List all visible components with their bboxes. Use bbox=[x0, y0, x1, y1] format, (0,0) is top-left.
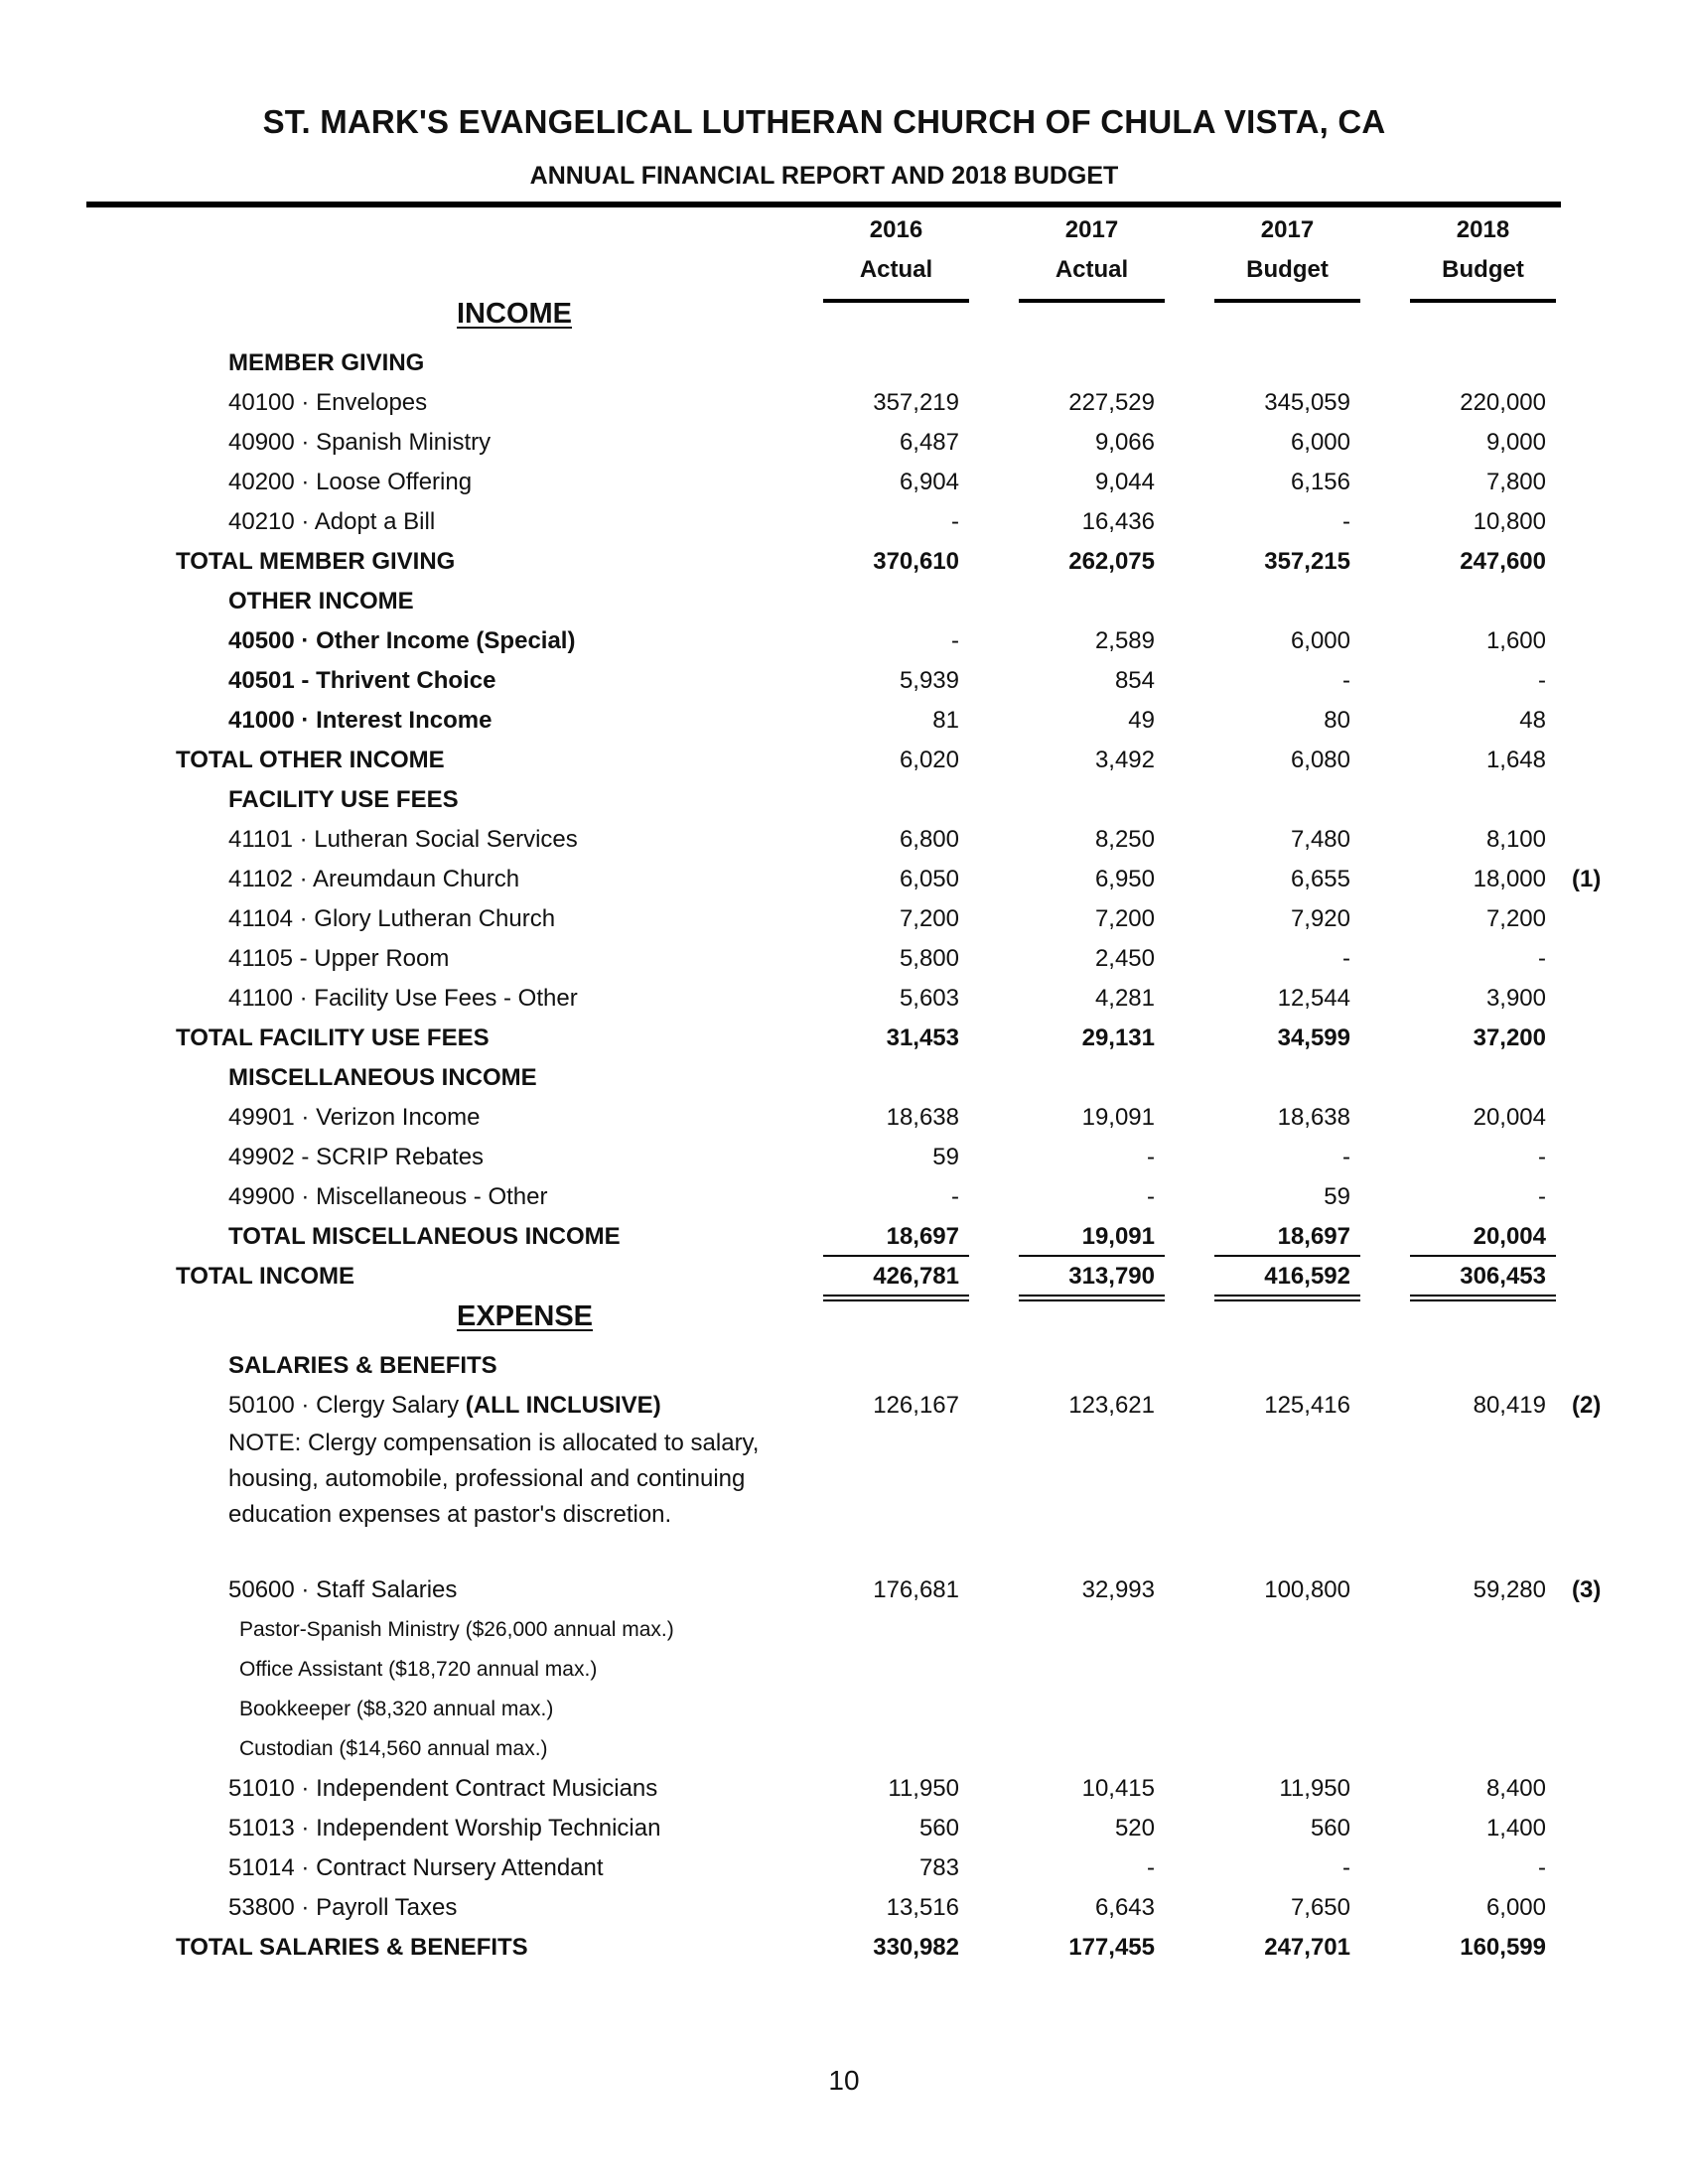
column-underline bbox=[1410, 299, 1556, 303]
cell-2016-actual: 6,020 bbox=[899, 747, 959, 773]
table-row bbox=[0, 1177, 1688, 1217]
cell-2017-actual: 4,281 bbox=[1094, 985, 1155, 1012]
total-label: TOTAL MEMBER GIVING bbox=[176, 548, 456, 575]
column-year: 2017 bbox=[1064, 216, 1119, 243]
section-heading-income: INCOME bbox=[457, 298, 572, 330]
grand-total-rule bbox=[823, 1295, 969, 1301]
table-row bbox=[0, 383, 1688, 423]
cell-2017-budget: 80 bbox=[1324, 707, 1350, 734]
total-label: TOTAL MISCELLANEOUS INCOME bbox=[228, 1223, 621, 1250]
cell-2017-actual: - bbox=[1147, 1144, 1155, 1170]
cell-2018-budget: 9,000 bbox=[1485, 429, 1546, 456]
cell-2017-actual: 49 bbox=[1128, 707, 1155, 734]
table-row bbox=[0, 939, 1688, 979]
cell-2017-budget: 18,697 bbox=[1277, 1223, 1350, 1250]
cell-2016-actual: 7,200 bbox=[899, 905, 959, 932]
cell-2016-actual: 13,516 bbox=[886, 1894, 959, 1921]
group-heading bbox=[0, 343, 1688, 383]
cell-2017-budget: 247,701 bbox=[1264, 1934, 1350, 1961]
cell-2017-actual: - bbox=[1147, 1183, 1155, 1210]
cell-2016-actual: 6,800 bbox=[899, 826, 959, 853]
table-row bbox=[0, 820, 1688, 860]
cell-2018-budget: - bbox=[1538, 945, 1546, 972]
row-label: 41104 · Glory Lutheran Church bbox=[228, 905, 556, 932]
column-header-2016-actual bbox=[823, 210, 969, 290]
cell-2017-actual: 6,643 bbox=[1094, 1894, 1155, 1921]
row-label-text: 50100 · Clergy Salary bbox=[228, 1392, 460, 1419]
group-heading bbox=[0, 1346, 1688, 1386]
total-row bbox=[0, 741, 1688, 780]
cell-2017-budget: 34,599 bbox=[1277, 1024, 1350, 1051]
table-row bbox=[0, 1848, 1688, 1888]
cell-2017-actual: 19,091 bbox=[1081, 1223, 1155, 1250]
row-label: 41100 · Facility Use Fees - Other bbox=[228, 985, 578, 1012]
group-heading-label: MEMBER GIVING bbox=[228, 349, 425, 376]
cell-2017-budget: 6,655 bbox=[1290, 866, 1350, 892]
cell-2018-budget: 48 bbox=[1519, 707, 1546, 734]
group-heading-label: FACILITY USE FEES bbox=[228, 786, 459, 813]
cell-2016-actual: 5,939 bbox=[899, 667, 959, 694]
cell-2017-actual: 3,492 bbox=[1094, 747, 1155, 773]
cell-2017-budget: 7,480 bbox=[1290, 826, 1350, 853]
row-label: 41102 · Areumdaun Church bbox=[228, 866, 520, 892]
row-label: 49901 · Verizon Income bbox=[228, 1104, 481, 1131]
cell-2016-actual: 59 bbox=[932, 1144, 959, 1170]
report-subtitle: ANNUAL FINANCIAL REPORT AND 2018 BUDGET bbox=[529, 162, 1119, 190]
column-header-2017-actual bbox=[1019, 210, 1165, 290]
cell-2017-budget: 7,650 bbox=[1290, 1894, 1350, 1921]
cell-2017-actual: 2,450 bbox=[1094, 945, 1155, 972]
row-label: 51014 · Contract Nursery Attendant bbox=[228, 1854, 604, 1881]
row-label: 41000 · Interest Income bbox=[228, 707, 492, 734]
group-heading-label: SALARIES & BENEFITS bbox=[228, 1352, 497, 1379]
note-line: NOTE: Clergy compensation is allocated to salary, bbox=[228, 1430, 760, 1456]
group-heading-label: MISCELLANEOUS INCOME bbox=[228, 1064, 537, 1091]
cell-2016-actual: 5,800 bbox=[899, 945, 959, 972]
table-row bbox=[0, 661, 1688, 701]
cell-2016-actual: 31,453 bbox=[886, 1024, 959, 1051]
row-label: 41101 · Lutheran Social Services bbox=[228, 826, 578, 853]
note-line: education expenses at pastor's discretion. bbox=[228, 1501, 672, 1528]
cell-2017-actual: 32,993 bbox=[1081, 1576, 1155, 1603]
cell-2016-actual: - bbox=[951, 1183, 959, 1210]
cell-2017-actual: 8,250 bbox=[1094, 826, 1155, 853]
group-heading bbox=[0, 582, 1688, 621]
cell-2018-budget: 247,600 bbox=[1460, 548, 1546, 575]
table-row bbox=[0, 1138, 1688, 1177]
column-year: 2016 bbox=[869, 216, 923, 243]
cell-2017-actual: 313,790 bbox=[1068, 1263, 1155, 1290]
cell-2017-budget: - bbox=[1342, 508, 1350, 535]
staff-position-note: Bookkeeper ($8,320 annual max.) bbox=[239, 1698, 554, 1720]
table-row bbox=[0, 979, 1688, 1019]
cell-2018-budget: 7,800 bbox=[1485, 469, 1546, 495]
total-row bbox=[0, 1928, 1688, 1968]
total-row bbox=[0, 1217, 1688, 1257]
cell-2017-budget: 6,080 bbox=[1290, 747, 1350, 773]
row-label: 40501 - Thrivent Choice bbox=[228, 667, 496, 694]
cell-2017-budget: - bbox=[1342, 667, 1350, 694]
row-label: 50600 · Staff Salaries bbox=[228, 1576, 458, 1603]
cell-2016-actual: 6,050 bbox=[899, 866, 959, 892]
column-kind: Budget bbox=[1246, 256, 1329, 283]
cell-2017-budget: 416,592 bbox=[1264, 1263, 1350, 1290]
table-row bbox=[0, 463, 1688, 502]
cell-2017-actual: 520 bbox=[1114, 1815, 1155, 1842]
cell-2018-budget: 6,000 bbox=[1485, 1894, 1546, 1921]
cell-2017-actual: 9,066 bbox=[1094, 429, 1155, 456]
cell-2017-budget: 345,059 bbox=[1264, 389, 1350, 416]
staff-position-note: Office Assistant ($18,720 annual max.) bbox=[239, 1658, 598, 1681]
cell-2017-budget: 6,000 bbox=[1290, 429, 1350, 456]
cell-2017-actual: 262,075 bbox=[1068, 548, 1155, 575]
column-header-2018-budget bbox=[1410, 210, 1556, 290]
footnote-marker: (2) bbox=[1572, 1392, 1602, 1419]
total-label: TOTAL SALARIES & BENEFITS bbox=[176, 1934, 528, 1961]
column-underline bbox=[1214, 299, 1360, 303]
cell-2017-budget: - bbox=[1342, 945, 1350, 972]
page-number: 10 bbox=[828, 2065, 860, 2096]
table-row bbox=[0, 701, 1688, 741]
cell-2017-actual: 10,415 bbox=[1081, 1775, 1155, 1802]
clergy-compensation-note bbox=[228, 1426, 759, 1533]
table-row bbox=[0, 502, 1688, 542]
section-heading-expense: EXPENSE bbox=[457, 1300, 593, 1332]
cell-2017-budget: 59 bbox=[1324, 1183, 1350, 1210]
row-label: 49902 - SCRIP Rebates bbox=[228, 1144, 485, 1170]
table-row bbox=[0, 860, 1688, 899]
cell-2016-actual: 330,982 bbox=[873, 1934, 959, 1961]
header-rule bbox=[86, 202, 1561, 207]
cell-2016-actual: 81 bbox=[932, 707, 959, 734]
cell-2016-actual: - bbox=[951, 508, 959, 535]
cell-2017-actual: 227,529 bbox=[1068, 389, 1155, 416]
cell-2018-budget: - bbox=[1538, 667, 1546, 694]
cell-2018-budget: 37,200 bbox=[1473, 1024, 1546, 1051]
cell-2017-budget: 18,638 bbox=[1277, 1104, 1350, 1131]
cell-2018-budget: 3,900 bbox=[1485, 985, 1546, 1012]
cell-2017-actual: 123,621 bbox=[1068, 1392, 1155, 1419]
row-label-qualifier: (ALL INCLUSIVE) bbox=[465, 1392, 661, 1419]
table-row bbox=[0, 423, 1688, 463]
total-label: TOTAL FACILITY USE FEES bbox=[176, 1024, 490, 1051]
cell-2017-budget: 6,156 bbox=[1290, 469, 1350, 495]
column-kind: Budget bbox=[1442, 256, 1524, 283]
table-row bbox=[0, 899, 1688, 939]
cell-2017-actual: 29,131 bbox=[1081, 1024, 1155, 1051]
cell-2017-actual: 16,436 bbox=[1081, 508, 1155, 535]
row-label: 41105 - Upper Room bbox=[228, 945, 450, 972]
cell-2016-actual: 11,950 bbox=[888, 1775, 959, 1802]
cell-2016-actual: 126,167 bbox=[873, 1392, 959, 1419]
group-heading-label: OTHER INCOME bbox=[228, 588, 414, 614]
table-row bbox=[0, 1769, 1688, 1809]
cell-2016-actual: - bbox=[951, 627, 959, 654]
grand-total-rule bbox=[1410, 1295, 1556, 1301]
group-heading bbox=[0, 1058, 1688, 1098]
cell-2016-actual: 18,697 bbox=[886, 1223, 959, 1250]
cell-2017-actual: 2,589 bbox=[1094, 627, 1155, 654]
cell-2017-budget: 125,416 bbox=[1264, 1392, 1350, 1419]
column-header-2017-budget bbox=[1214, 210, 1360, 290]
column-year: 2018 bbox=[1456, 216, 1510, 243]
row-label: 40500 · Other Income (Special) bbox=[228, 627, 576, 654]
cell-2018-budget: - bbox=[1538, 1854, 1546, 1881]
column-underline bbox=[1019, 299, 1165, 303]
cell-2016-actual: 5,603 bbox=[899, 985, 959, 1012]
cell-2016-actual: 426,781 bbox=[873, 1263, 959, 1290]
report-title: ST. MARK'S EVANGELICAL LUTHERAN CHURCH OF CHULA VISTA, CA bbox=[262, 103, 1386, 140]
note-line: housing, automobile, professional and continuing bbox=[228, 1465, 746, 1492]
cell-2017-budget: 7,920 bbox=[1290, 905, 1350, 932]
cell-2016-actual: 370,610 bbox=[873, 548, 959, 575]
column-year: 2017 bbox=[1260, 216, 1315, 243]
cell-2018-budget: 8,100 bbox=[1485, 826, 1546, 853]
column-underline bbox=[823, 299, 969, 303]
table-row bbox=[0, 1809, 1688, 1848]
table-row bbox=[0, 621, 1688, 661]
cell-2016-actual: 560 bbox=[918, 1815, 959, 1842]
row-label: 51010 · Independent Contract Musicians bbox=[228, 1775, 658, 1802]
cell-2018-budget: - bbox=[1538, 1144, 1546, 1170]
footnote-marker: (3) bbox=[1572, 1576, 1602, 1603]
cell-2017-budget: 100,800 bbox=[1264, 1576, 1350, 1603]
total-row bbox=[0, 542, 1688, 582]
row-label: 49900 · Miscellaneous - Other bbox=[228, 1183, 548, 1210]
cell-2018-budget: 20,004 bbox=[1473, 1104, 1546, 1131]
total-label: TOTAL INCOME bbox=[176, 1263, 354, 1290]
cell-2016-actual: 176,681 bbox=[873, 1576, 959, 1603]
cell-2017-actual: 7,200 bbox=[1094, 905, 1155, 932]
row-label: 40210 · Adopt a Bill bbox=[228, 508, 436, 535]
cell-2018-budget: 306,453 bbox=[1460, 1263, 1546, 1290]
table-row bbox=[0, 1888, 1688, 1928]
total-label: TOTAL OTHER INCOME bbox=[176, 747, 445, 773]
cell-2018-budget: 1,648 bbox=[1485, 747, 1546, 773]
column-kind: Actual bbox=[859, 256, 933, 283]
staff-position-note: Pastor-Spanish Ministry ($26,000 annual max.) bbox=[239, 1618, 674, 1641]
cell-2018-budget: 7,200 bbox=[1485, 905, 1546, 932]
cell-2017-budget: 12,544 bbox=[1277, 985, 1350, 1012]
cell-2016-actual: 6,904 bbox=[899, 469, 959, 495]
cell-2018-budget: 10,800 bbox=[1473, 508, 1546, 535]
table-row-staff-salaries bbox=[0, 1570, 1688, 1610]
cell-2017-actual: 6,950 bbox=[1094, 866, 1155, 892]
cell-2017-budget: 357,215 bbox=[1264, 548, 1350, 575]
total-income-row bbox=[0, 1257, 1688, 1297]
row-label: 40100 · Envelopes bbox=[228, 389, 428, 416]
cell-2018-budget: 1,600 bbox=[1485, 627, 1546, 654]
cell-2016-actual: 18,638 bbox=[886, 1104, 959, 1131]
cell-2017-actual: 19,091 bbox=[1081, 1104, 1155, 1131]
table-row bbox=[0, 1098, 1688, 1138]
cell-2017-budget: 6,000 bbox=[1290, 627, 1350, 654]
cell-2018-budget: 59,280 bbox=[1473, 1576, 1546, 1603]
table-row-clergy-salary bbox=[0, 1386, 1688, 1426]
cell-2017-actual: 177,455 bbox=[1068, 1934, 1155, 1961]
grand-total-rule bbox=[1019, 1295, 1165, 1301]
cell-2017-budget: - bbox=[1342, 1854, 1350, 1881]
cell-2018-budget: - bbox=[1538, 1183, 1546, 1210]
cell-2017-budget: 560 bbox=[1310, 1815, 1350, 1842]
row-label: 53800 · Payroll Taxes bbox=[228, 1894, 458, 1921]
group-heading bbox=[0, 780, 1688, 820]
cell-2017-actual: 854 bbox=[1114, 667, 1155, 694]
cell-2018-budget: 20,004 bbox=[1473, 1223, 1546, 1250]
cell-2018-budget: 8,400 bbox=[1485, 1775, 1546, 1802]
cell-2018-budget: 18,000 bbox=[1473, 866, 1546, 892]
cell-2018-budget: 160,599 bbox=[1460, 1934, 1546, 1961]
column-kind: Actual bbox=[1055, 256, 1129, 283]
cell-2017-budget: - bbox=[1342, 1144, 1350, 1170]
row-label: 51013 · Independent Worship Technician bbox=[228, 1815, 661, 1842]
footnote-marker: (1) bbox=[1572, 866, 1602, 892]
cell-2017-budget: 11,950 bbox=[1279, 1775, 1350, 1802]
total-row bbox=[0, 1019, 1688, 1058]
cell-2017-actual: - bbox=[1147, 1854, 1155, 1881]
cell-2016-actual: 783 bbox=[918, 1854, 959, 1881]
cell-2016-actual: 357,219 bbox=[873, 389, 959, 416]
cell-2018-budget: 80,419 bbox=[1473, 1392, 1546, 1419]
row-label: 40900 · Spanish Ministry bbox=[228, 429, 492, 456]
cell-2017-actual: 9,044 bbox=[1094, 469, 1155, 495]
grand-total-rule bbox=[1214, 1295, 1360, 1301]
staff-position-note: Custodian ($14,560 annual max.) bbox=[239, 1737, 548, 1760]
row-label: 40200 · Loose Offering bbox=[228, 469, 473, 495]
cell-2016-actual: 6,487 bbox=[899, 429, 959, 456]
row-label bbox=[228, 1386, 661, 1426]
cell-2018-budget: 1,400 bbox=[1485, 1815, 1546, 1842]
cell-2018-budget: 220,000 bbox=[1460, 389, 1546, 416]
